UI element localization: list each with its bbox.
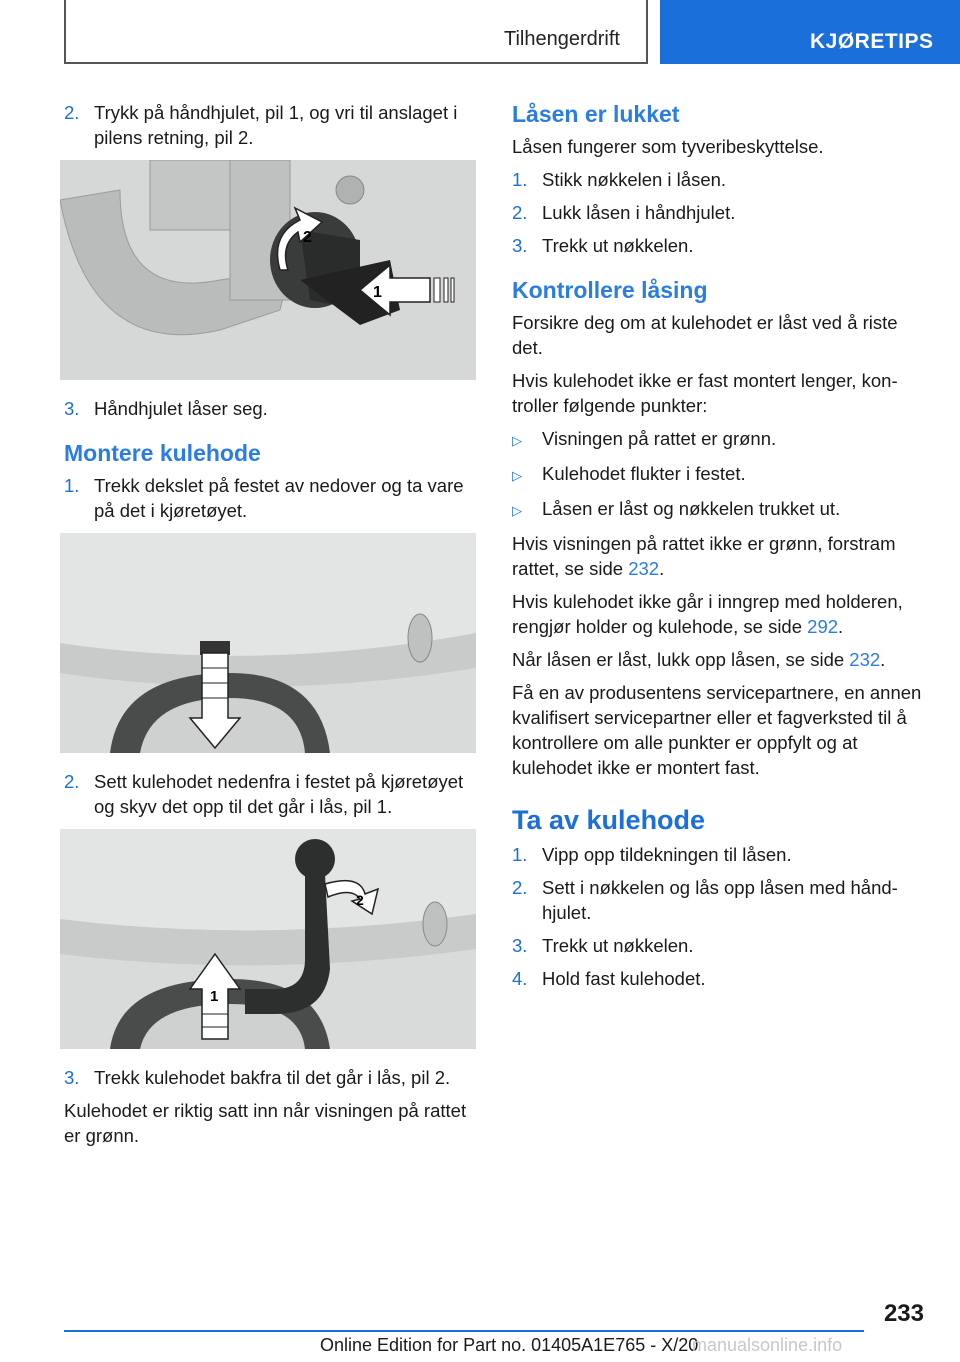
check-bullet <box>512 426 924 453</box>
page-link-232[interactable]: 232 <box>849 649 881 670</box>
arrow-label-2: 2 <box>303 229 312 246</box>
step-number: 2. <box>64 102 80 123</box>
step-number: 3. <box>512 235 528 256</box>
page-link-292[interactable]: 292 <box>807 616 839 637</box>
mount-step-3 <box>64 1065 480 1090</box>
page-link-232[interactable]: 232 <box>628 558 660 579</box>
header-chapter-tab: KJØRETIPS <box>660 0 960 64</box>
check-paragraph-1: Forsikre deg om at kulehodet er låst ved å riste det. <box>512 312 898 358</box>
lock-step-3 <box>512 233 924 258</box>
step-text: Trekk dekslet på festet av nedover og ta vare på det i kjøretøyet. <box>94 475 464 521</box>
heading-remove-ball-head: Ta av kulehode <box>512 805 706 835</box>
step-text: Håndhjulet låser seg. <box>94 398 268 419</box>
text: . <box>659 558 665 579</box>
heading-check-locking: Kontrollere låsing <box>512 277 708 303</box>
check-bullet <box>512 496 924 523</box>
heading-mount-ball-head: Montere kulehode <box>64 440 261 466</box>
text: Når låsen er låst, lukk opp låsen, se side <box>512 649 850 670</box>
arrow-label-1: 1 <box>210 988 219 1005</box>
paragraph-not-engaged <box>512 589 924 639</box>
triangle-bullet-icon: ▷ <box>512 503 522 518</box>
mount-step-2 <box>64 769 480 819</box>
step-text: Sett i nøkkelen og lås opp låsen med håndhjulet. <box>542 877 898 923</box>
header-section-box <box>64 0 648 64</box>
step-text: Hold fast kulehodet. <box>542 968 706 989</box>
triangle-bullet-icon: ▷ <box>512 433 522 448</box>
cover-removal-figure <box>60 533 476 753</box>
triangle-bullet-icon: ▷ <box>512 468 522 483</box>
step-number: 3. <box>64 398 80 419</box>
step-number: 3. <box>512 935 528 956</box>
ball-head-insert-figure <box>60 829 476 1049</box>
step-text: Stikk nøkkelen i låsen. <box>542 169 727 190</box>
step-3-handwheel-locks <box>64 396 480 421</box>
step-text: Sett kulehodet nedenfra i festet på kjøretøyet og skyv det opp til det går i lås, pil 1. <box>94 771 464 817</box>
step-number: 3. <box>64 1067 80 1088</box>
heading-lock-closed: Låsen er lukket <box>512 101 680 127</box>
lock-closed-text: Låsen fungerer som tyveribeskyttelse. <box>512 136 824 157</box>
text: Hvis visningen på rattet ikke er grønn, forstram rattet, se side <box>512 533 896 579</box>
handwheel-figure <box>60 160 476 380</box>
bullet-text: Kulehodet flukter i festet. <box>542 463 746 484</box>
step-number: 2. <box>64 771 80 792</box>
paragraph-service: Få en av produsentens servicepartnere, en annen kvalifisert servicepartner eller et fagverksted til å kontrollere om alle punkter er oppfylt og at kulehodet ikke er montert fast. <box>512 682 922 778</box>
step-text: Trekk kulehodet bakfra til det går i lås, pil 2. <box>94 1067 451 1088</box>
lock-step-1 <box>512 167 924 192</box>
step-number: 2. <box>512 202 528 223</box>
page-number: 233 <box>883 1300 924 1327</box>
step-text: Trykk på håndhjulet, pil 1, og vri til anslaget i pilens retning, pil 2. <box>94 102 458 148</box>
arrow-label-2: 2 <box>356 892 364 908</box>
step-text: Vipp opp tildekningen til låsen. <box>542 844 792 865</box>
step-number: 2. <box>512 877 528 898</box>
step-number: 4. <box>512 968 528 989</box>
bullet-text: Låsen er låst og nøkkelen trukket ut. <box>542 498 841 519</box>
mount-step-1 <box>64 473 480 523</box>
step-number: 1. <box>512 844 528 865</box>
header-section-title: Tilhengerdrift <box>504 28 620 50</box>
lock-step-2 <box>512 200 924 225</box>
paragraph-not-green <box>512 531 924 581</box>
text: Hvis kulehodet ikke går i inngrep med holderen, rengjør holder og kulehode, se side <box>512 591 903 637</box>
remove-step-4 <box>512 966 924 991</box>
remove-step-1 <box>512 842 924 867</box>
right-column <box>512 100 924 999</box>
footer-edition: Online Edition for Part no. 01405A1E765 - X/20 <box>320 1335 699 1355</box>
text: . <box>838 616 844 637</box>
text: . <box>880 649 886 670</box>
check-paragraph-2: Hvis kulehodet ikke er fast montert lenger, kontroller følgende punkter: <box>512 370 898 416</box>
check-bullet <box>512 461 924 488</box>
footer-watermark: manualsonline.info <box>692 1335 843 1355</box>
step-text: Lukk låsen i håndhjulet. <box>542 202 736 223</box>
mount-note: Kulehodet er riktig satt inn når visningen på rattet er grønn. <box>64 1100 467 1146</box>
step-2-press-handwheel <box>64 100 480 150</box>
remove-step-3 <box>512 933 924 958</box>
step-number: 1. <box>64 475 80 496</box>
bullet-text: Visningen på rattet er grønn. <box>542 428 777 449</box>
step-text: Trekk ut nøkkelen. <box>542 935 694 956</box>
left-column <box>64 100 480 1156</box>
step-text: Trekk ut nøkkelen. <box>542 235 694 256</box>
paragraph-lock-locked <box>512 647 924 672</box>
arrow-label-1: 1 <box>373 284 382 301</box>
footer-divider <box>64 1330 864 1332</box>
step-number: 1. <box>512 169 528 190</box>
remove-step-2 <box>512 875 924 925</box>
